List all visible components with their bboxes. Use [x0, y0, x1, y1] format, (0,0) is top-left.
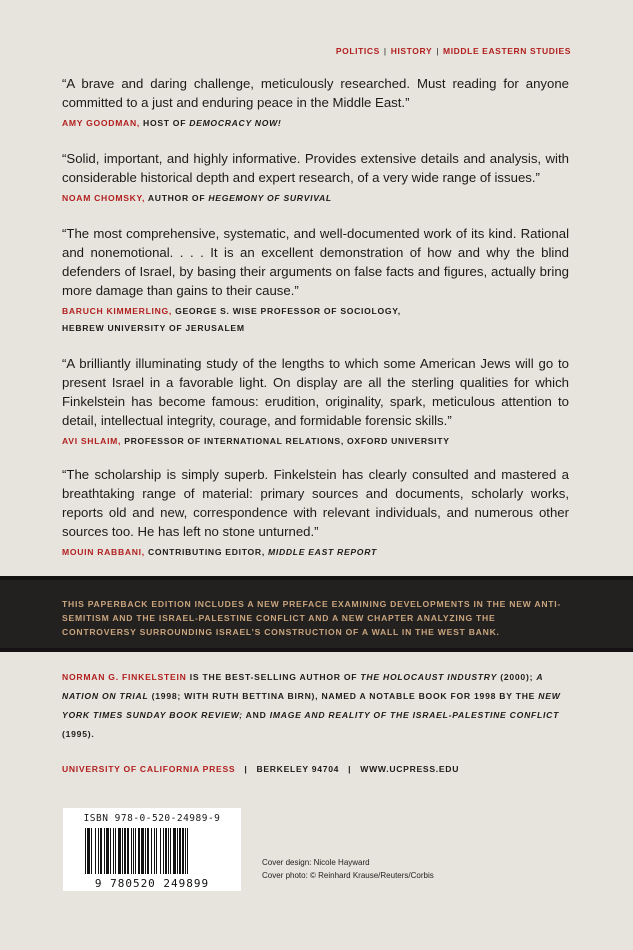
category-middle-eastern-studies: MIDDLE EASTERN STUDIES [443, 46, 571, 56]
barcode-stripe [131, 828, 132, 874]
blurb-role: CONTRIBUTING EDITOR, [147, 547, 268, 557]
book-title: IMAGE AND REALITY OF THE ISRAEL-PALESTINE CONFLICT [269, 710, 560, 720]
bio-text: (2000); [497, 672, 537, 682]
barcode-stripe [118, 828, 121, 874]
blurb-attribution [62, 190, 569, 207]
blurb-chomsky [62, 149, 569, 207]
barcode-stripe [185, 828, 186, 874]
barcode-stripe [110, 828, 111, 874]
blurb-text: “Solid, important, and highly informative. Provides extensive details and analysis, with considerable historical depth and expert research, of a very wide range of issues.” [62, 151, 569, 185]
barcode-stripe [170, 828, 171, 874]
barcode-stripe [173, 828, 176, 874]
blurb-author: BARUCH KIMMERLING, [62, 306, 172, 316]
barcode-stripe [156, 828, 157, 874]
barcode-stripe [145, 828, 146, 874]
book-title: A NATION ON TRIAL [62, 672, 543, 701]
publisher-website: WWW.UCPRESS.EDU [360, 764, 460, 774]
blurb-rabbani [62, 465, 569, 561]
author-bio [62, 668, 574, 744]
isbn-label: ISBN 978-0-520-24989-9 [83, 813, 221, 824]
edition-note: THIS PAPERBACK EDITION INCLUDES A NEW PREFACE EXAMINING DEVELOPMENTS IN THE NEW ANTI-SEMITISM AND THE ISRAEL-PALESTINE CONFLICT AND A NEW CHAPTER ANALYZING THE CONTROVERSY SURROUNDING ISRAEL’S CONSTRUCTION OF A WALL IN THE WEST BANK. [62, 599, 562, 637]
barcode-stripe [160, 828, 161, 874]
barcode-stripe [147, 828, 149, 874]
barcode [63, 808, 241, 891]
blurb-goodman [62, 74, 569, 132]
barcode-stripe [163, 828, 164, 874]
barcode-stripe [165, 828, 167, 874]
barcode-stripe [187, 828, 188, 874]
blurb-author: NOAM CHOMSKY, [62, 193, 146, 203]
cover-design-credit: Cover design: Nicole Hayward [262, 858, 370, 867]
barcode-stripe [88, 828, 90, 874]
barcode-stripe [151, 828, 152, 874]
category-separator: | [436, 46, 440, 56]
barcode-stripe [177, 828, 178, 874]
barcode-bars [77, 828, 227, 890]
blurb-text: “A brave and daring challenge, meticulously researched. Must reading for anyone committed to a just and enduring peace in the Middle East.” [62, 76, 569, 110]
barcode-stripe [95, 828, 96, 874]
category-separator: | [383, 46, 387, 56]
book-title: THE HOLOCAUST INDUSTRY [360, 672, 498, 682]
blurb-kimmerling [62, 224, 569, 337]
barcode-stripe [85, 828, 86, 874]
publisher-name: UNIVERSITY OF CALIFORNIA PRESS [62, 764, 236, 774]
category-politics: POLITICS [335, 46, 380, 56]
barcode-stripe [182, 828, 184, 874]
blurb-role: HOST OF [143, 118, 190, 128]
book-title: NEW YORK TIMES SUNDAY BOOK REVIEW; [62, 691, 561, 720]
blurb-attribution [62, 115, 569, 132]
blurb-publication: MIDDLE EAST REPORT [268, 547, 377, 557]
bio-text: AND [242, 710, 270, 720]
edition-note-band [0, 576, 633, 652]
barcode-stripe [124, 828, 126, 874]
barcode-stripe [104, 828, 105, 874]
blurb-attribution [62, 433, 569, 450]
barcode-stripe [91, 828, 92, 874]
barcode-stripe [135, 828, 136, 874]
blurb-text: “The scholarship is simply superb. Finkelstein has clearly consulted and mastered a breathtaking range of material: primary sources and documents, scholarly works, reports old and new, correspondence with relevant individuals, and numerous other sources too. He has left no stone unturned.” [62, 467, 569, 539]
barcode-stripe [122, 828, 123, 874]
blurb-attribution [62, 303, 569, 337]
barcode-stripe [106, 828, 109, 874]
barcode-stripe [113, 828, 114, 874]
blurb-publication: HEGEMONY OF SURVIVAL [208, 193, 332, 203]
publisher-line [62, 764, 459, 774]
blurb-author: AMY GOODMAN, [62, 118, 140, 128]
barcode-stripe [115, 828, 116, 874]
bio-text: (1995). [62, 729, 95, 739]
blurb-author: MOUIN RABBANI, [62, 547, 145, 557]
blurb-text: “A brilliantly illuminating study of the lengths to which some American Jews will go to present Israel in a favorable light. On display are all the sterling qualities for which Finkelstein has become famous: erudition, originality, spark, meticulous attention to detail, intellectual integrity, courage, and formidable forensic skills.” [62, 356, 569, 428]
blurb-role: PROFESSOR OF INTERNATIONAL RELATIONS, OXFORD UNIVERSITY [124, 436, 450, 446]
blurb-author: AVI SHLAIM, [62, 436, 122, 446]
category-history: HISTORY [390, 46, 433, 56]
cover-credits [262, 856, 434, 882]
bio-text: IS THE BEST-SELLING AUTHOR OF [186, 672, 361, 682]
barcode-stripe [138, 828, 140, 874]
blurb-role-line2: HEBREW UNIVERSITY OF JERUSALEM [62, 323, 245, 333]
blurb-publication: DEMOCRACY NOW! [189, 118, 282, 128]
cover-photo-credit: Cover photo: © Reinhard Krause/Reuters/Corbis [262, 871, 434, 880]
barcode-stripe [127, 828, 129, 874]
author-name: NORMAN G. FINKELSTEIN [62, 672, 187, 682]
blurb-attribution [62, 544, 569, 561]
publisher-separator: | [348, 764, 352, 774]
bio-text: (1998; WITH RUTH BETTINA BIRN), NAMED A NOTABLE BOOK FOR 1998 BY THE [148, 691, 539, 701]
blurb-shlaim [62, 354, 569, 450]
barcode-stripe [154, 828, 155, 874]
blurb-text: “The most comprehensive, systematic, and well-documented work of its kind. Rational and nonemotional. . . . It is an excellent demonstration of how and why the blind defenders of Israel, by basing their arguments on false facts and figures, actually bring more damage than gains to their cause.” [62, 226, 569, 298]
blurb-role: AUTHOR OF [147, 193, 209, 203]
barcode-stripe [141, 828, 144, 874]
publisher-location: BERKELEY 94704 [256, 764, 340, 774]
barcode-digits: 9 780520 249899 [94, 877, 210, 890]
blurb-role: GEORGE S. WISE PROFESSOR OF SOCIOLOGY, [175, 306, 401, 316]
barcode-stripe [179, 828, 181, 874]
barcode-stripe [87, 828, 88, 874]
barcode-stripe [168, 828, 169, 874]
subject-categories [336, 46, 571, 56]
publisher-separator: | [244, 764, 248, 774]
barcode-stripe [100, 828, 102, 874]
barcode-stripe [133, 828, 134, 874]
barcode-stripe [98, 828, 99, 874]
